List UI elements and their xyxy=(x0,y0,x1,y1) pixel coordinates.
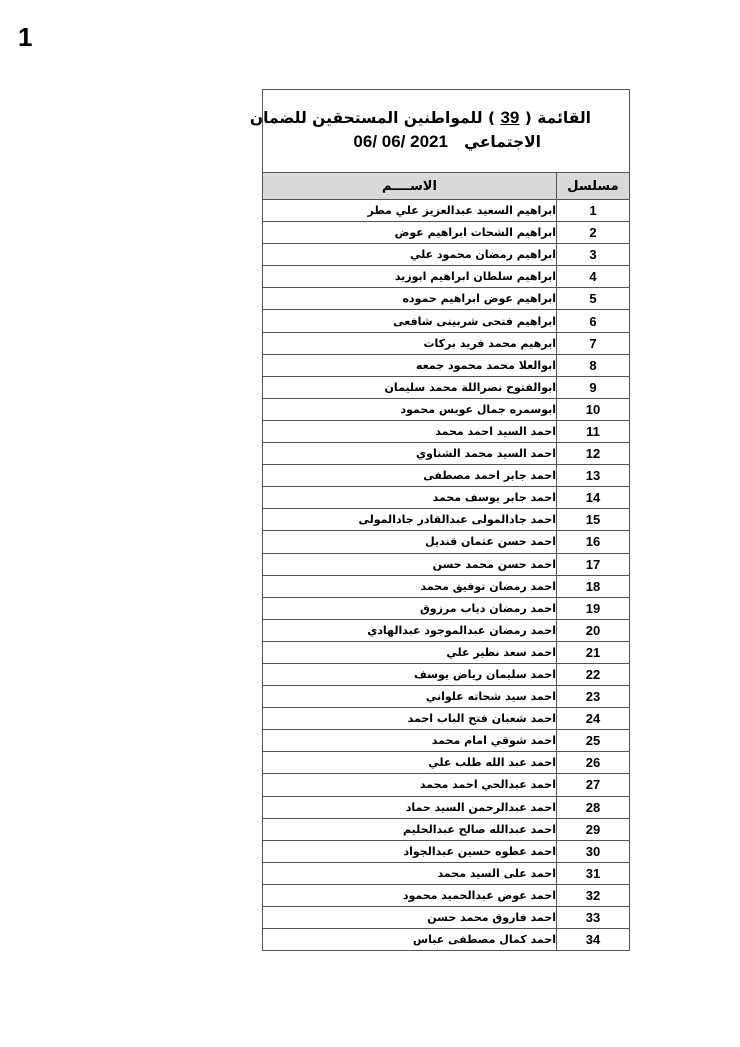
row-serial: 2 xyxy=(557,222,630,244)
table-row xyxy=(263,420,630,442)
table-header-row xyxy=(263,173,630,200)
table-row xyxy=(263,862,630,884)
table-row xyxy=(263,619,630,641)
table-row xyxy=(263,531,630,553)
row-serial: 14 xyxy=(557,487,630,509)
table-row xyxy=(263,288,630,310)
title-line-2 xyxy=(273,130,591,154)
table-body xyxy=(263,200,630,951)
row-serial: 4 xyxy=(557,266,630,288)
row-serial: 15 xyxy=(557,509,630,531)
row-serial: 32 xyxy=(557,884,630,906)
row-serial: 3 xyxy=(557,244,630,266)
row-serial: 29 xyxy=(557,818,630,840)
row-name: احمد عطوه حسين عبدالجواد xyxy=(263,840,557,862)
row-serial: 12 xyxy=(557,443,630,465)
row-name: احمد السيد احمد محمد xyxy=(263,420,557,442)
row-serial: 25 xyxy=(557,730,630,752)
table-row xyxy=(263,597,630,619)
names-table xyxy=(262,172,630,951)
row-serial: 9 xyxy=(557,376,630,398)
row-name: احمد سليمان رياض يوسف xyxy=(263,663,557,685)
row-name: احمد عبدالرحمن السيد حماد xyxy=(263,796,557,818)
row-name: احمد شعبان فتح الباب احمد xyxy=(263,708,557,730)
title-suffix: ) للمواطنين المستحقين للضمان xyxy=(249,109,496,127)
row-name: ابراهيم السعيد عبدالعزيز علي مطر xyxy=(263,200,557,222)
table-row xyxy=(263,354,630,376)
row-name: احمد سيد شحاته علواني xyxy=(263,686,557,708)
row-name: احمد عبدالله صالح عبدالحليم xyxy=(263,818,557,840)
row-serial: 10 xyxy=(557,398,630,420)
table-row xyxy=(263,774,630,796)
table-row xyxy=(263,376,630,398)
row-name: ابوالعلا محمد محمود جمعه xyxy=(263,354,557,376)
row-serial: 21 xyxy=(557,641,630,663)
row-serial: 19 xyxy=(557,597,630,619)
table-row xyxy=(263,641,630,663)
beneficiaries-list-sheet xyxy=(249,89,630,951)
row-name: احمد جادالمولى عبدالقادر جادالمولى xyxy=(263,509,557,531)
row-name: ابوالفتوح نصراللة محمد سليمان xyxy=(263,376,557,398)
table-row xyxy=(263,708,630,730)
table-row xyxy=(263,752,630,774)
table-row xyxy=(263,465,630,487)
row-name: احمد عبد الله طلب علي xyxy=(263,752,557,774)
table-row xyxy=(263,929,630,951)
row-name: احمد على السيد محمد xyxy=(263,862,557,884)
row-name: ابراهيم فتحى شربينى شافعى xyxy=(263,310,557,332)
row-serial: 27 xyxy=(557,774,630,796)
row-serial: 24 xyxy=(557,708,630,730)
row-serial: 16 xyxy=(557,531,630,553)
row-serial: 20 xyxy=(557,619,630,641)
row-name: احمد كمال مصطفى عباس xyxy=(263,929,557,951)
row-serial: 22 xyxy=(557,663,630,685)
row-name: ابراهيم عوض ابراهيم حموده xyxy=(263,288,557,310)
table-row xyxy=(263,222,630,244)
row-name: احمد حسن محمد حسن xyxy=(263,553,557,575)
table-row xyxy=(263,818,630,840)
row-serial: 23 xyxy=(557,686,630,708)
row-serial: 34 xyxy=(557,929,630,951)
table-row xyxy=(263,443,630,465)
row-serial: 13 xyxy=(557,465,630,487)
table-row xyxy=(263,907,630,929)
title-line-1 xyxy=(249,106,591,130)
row-name: ابرهيم محمد فريد بركات xyxy=(263,332,557,354)
list-title xyxy=(249,90,629,172)
row-serial: 1 xyxy=(557,200,630,222)
title-line2-label: الاجتماعي xyxy=(464,133,541,151)
row-name: احمد فاروق محمد حسن xyxy=(263,907,557,929)
table-row xyxy=(263,796,630,818)
page-number: 1 xyxy=(18,22,33,52)
table-row xyxy=(263,310,630,332)
row-name: ابوسمره جمال عويس محمود xyxy=(263,398,557,420)
row-serial: 5 xyxy=(557,288,630,310)
row-serial: 28 xyxy=(557,796,630,818)
row-serial: 11 xyxy=(557,420,630,442)
row-serial: 18 xyxy=(557,575,630,597)
row-name: احمد السيد محمد الشناوي xyxy=(263,443,557,465)
table-row xyxy=(263,575,630,597)
table-row xyxy=(263,266,630,288)
table-row xyxy=(263,884,630,906)
row-name: ابراهيم سلطان ابراهيم ابوزيد xyxy=(263,266,557,288)
table-row xyxy=(263,730,630,752)
row-name: احمد رمضان توفيق محمد xyxy=(263,575,557,597)
row-serial: 7 xyxy=(557,332,630,354)
list-date: 06/ 06/ 2021 xyxy=(353,132,448,151)
table-row xyxy=(263,244,630,266)
serial-column-header: مسلسل xyxy=(557,173,630,200)
row-name: احمد جابر احمد مصطفى xyxy=(263,465,557,487)
table-row xyxy=(263,840,630,862)
table-row xyxy=(263,686,630,708)
table-row xyxy=(263,398,630,420)
row-serial: 8 xyxy=(557,354,630,376)
row-name: احمد رمضان عبدالموجود عبدالهادي xyxy=(263,619,557,641)
row-serial: 26 xyxy=(557,752,630,774)
row-name: ابراهيم رمضان محمود علي xyxy=(263,244,557,266)
row-serial: 30 xyxy=(557,840,630,862)
row-name: احمد عوض عبدالحميد محمود xyxy=(263,884,557,906)
row-name: ابراهيم الشحات ابراهيم عوض xyxy=(263,222,557,244)
table-row xyxy=(263,509,630,531)
title-prefix: القائمة ( xyxy=(524,109,591,127)
table-row xyxy=(263,200,630,222)
table-row xyxy=(263,663,630,685)
row-name: احمد جابر يوسف محمد xyxy=(263,487,557,509)
row-name: احمد شوقي امام محمد xyxy=(263,730,557,752)
row-serial: 17 xyxy=(557,553,630,575)
row-name: احمد حسن عثمان قنديل xyxy=(263,531,557,553)
row-name: احمد سعد نظير علي xyxy=(263,641,557,663)
name-column-header: الاســــم xyxy=(263,173,557,200)
table-row xyxy=(263,332,630,354)
row-serial: 6 xyxy=(557,310,630,332)
row-serial: 33 xyxy=(557,907,630,929)
row-name: احمد عبدالحي احمد محمد xyxy=(263,774,557,796)
table-row xyxy=(263,553,630,575)
row-serial: 31 xyxy=(557,862,630,884)
table-row xyxy=(263,487,630,509)
list-number: 39 xyxy=(500,108,520,127)
row-name: احمد رمضان دياب مرزوق xyxy=(263,597,557,619)
